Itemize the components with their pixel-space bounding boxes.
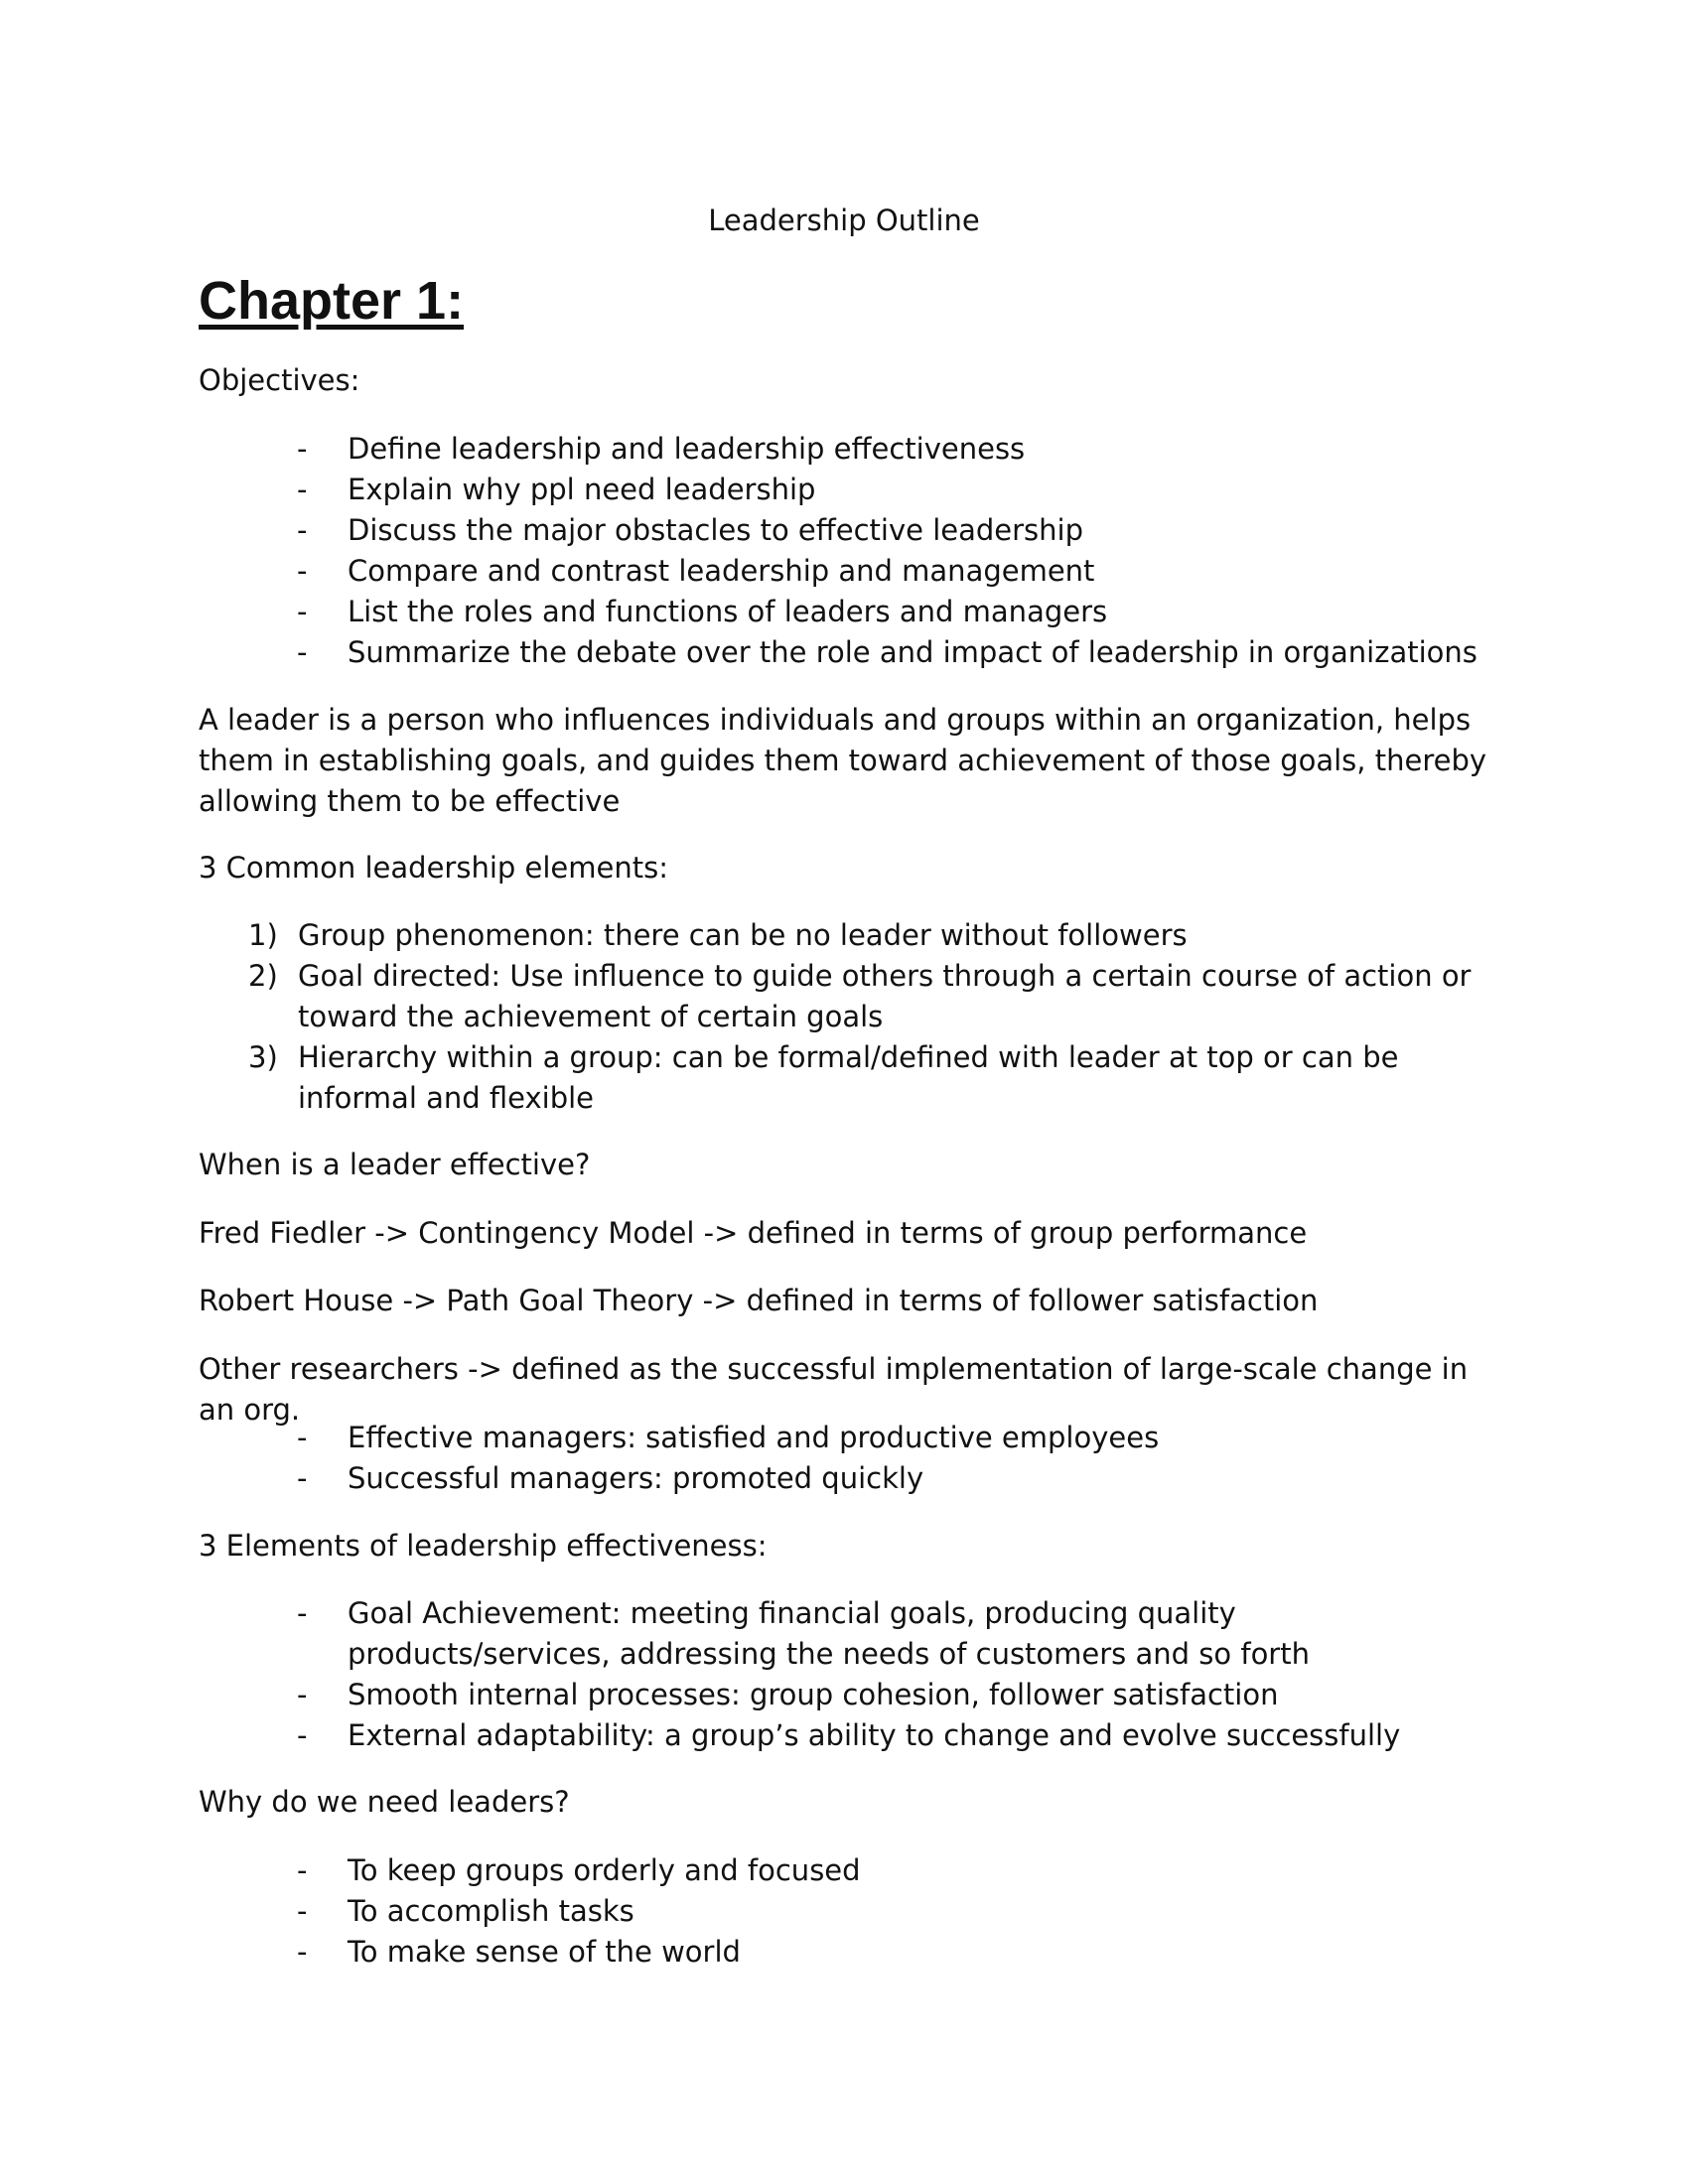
- list-item: - Goal Achievement: meeting financial goals, producing quality products/services, addressing the needs of customers and so forth: [297, 1593, 1488, 1675]
- document-title: Leadership Outline: [708, 204, 980, 237]
- objectives-label: Objectives:: [199, 363, 360, 397]
- list-item: - Successful managers: promoted quickly: [297, 1458, 1488, 1499]
- why-list: [297, 1850, 1488, 1973]
- dash-marker: -: [297, 1421, 308, 1454]
- list-item: - Compare and contrast leadership and management: [297, 551, 1488, 592]
- common-elements-label: 3 Common leadership elements:: [199, 851, 668, 885]
- dash-marker: -: [297, 473, 308, 506]
- dash-marker: -: [297, 1935, 308, 1969]
- dash-marker: -: [297, 635, 308, 669]
- other-researchers-line: Other researchers -> defined as the successful implementation of large-scale change in an org.: [199, 1352, 1469, 1427]
- chapter-heading: Chapter 1:: [199, 271, 465, 331]
- why-label: Why do we need leaders?: [199, 1785, 570, 1819]
- list-item: - Summarize the debate over the role and impact of leadership in organizations: [297, 632, 1488, 673]
- list-item: 1) Group phenomenon: there can be no leader without followers: [248, 915, 1489, 956]
- dash-marker: -: [297, 513, 308, 547]
- list-item: - List the roles and functions of leaders and managers: [297, 592, 1488, 632]
- fiedler-line: Fred Fiedler -> Contingency Model -> defined in terms of group performance: [199, 1216, 1308, 1250]
- common-elements-list: [248, 915, 1489, 1119]
- dash-marker: -: [297, 1718, 308, 1752]
- dash-marker: -: [297, 1596, 308, 1630]
- number-marker: 1): [248, 918, 278, 952]
- list-item: - Smooth internal processes: group cohesion, follower satisfaction: [297, 1675, 1488, 1715]
- dash-marker: -: [297, 1894, 308, 1928]
- number-marker: 3): [248, 1040, 278, 1074]
- list-item: - Define leadership and leadership effectiveness: [297, 429, 1488, 470]
- list-item: 3) Hierarchy within a group: can be formal/defined with leader at top or can be informal and flexible: [248, 1037, 1489, 1119]
- number-marker: 2): [248, 959, 278, 993]
- dash-marker: -: [297, 1461, 308, 1495]
- dash-marker: -: [297, 595, 308, 628]
- leader-definition: A leader is a person who influences individuals and groups within an organization, helps them in establishing goals, and guides them toward achievement of those goals, thereby allowing them to be effective: [199, 703, 1487, 818]
- dash-marker: -: [297, 554, 308, 588]
- dash-marker: -: [297, 1678, 308, 1711]
- list-item: - To make sense of the world: [297, 1932, 1488, 1973]
- list-item: - Discuss the major obstacles to effective leadership: [297, 510, 1488, 551]
- dash-marker: -: [297, 1853, 308, 1887]
- list-item: - To accomplish tasks: [297, 1891, 1488, 1932]
- list-item: - To keep groups orderly and focused: [297, 1850, 1488, 1891]
- effective-question: When is a leader effective?: [199, 1148, 591, 1181]
- list-item: 2) Goal directed: Use influence to guide others through a certain course of action or toward the achievement of certain goals: [248, 956, 1489, 1037]
- dash-marker: -: [297, 432, 308, 466]
- objectives-list: [297, 429, 1488, 673]
- list-item: - Effective managers: satisfied and productive employees: [297, 1418, 1488, 1458]
- list-item: - Explain why ppl need leadership: [297, 470, 1488, 510]
- effectiveness-label: 3 Elements of leadership effectiveness:: [199, 1529, 768, 1563]
- list-item: - External adaptability: a group’s ability to change and evolve successfully: [297, 1715, 1488, 1756]
- manager-types-list: [297, 1418, 1488, 1499]
- house-line: Robert House -> Path Goal Theory -> defined in terms of follower satisfaction: [199, 1284, 1319, 1317]
- effectiveness-list: [297, 1593, 1488, 1756]
